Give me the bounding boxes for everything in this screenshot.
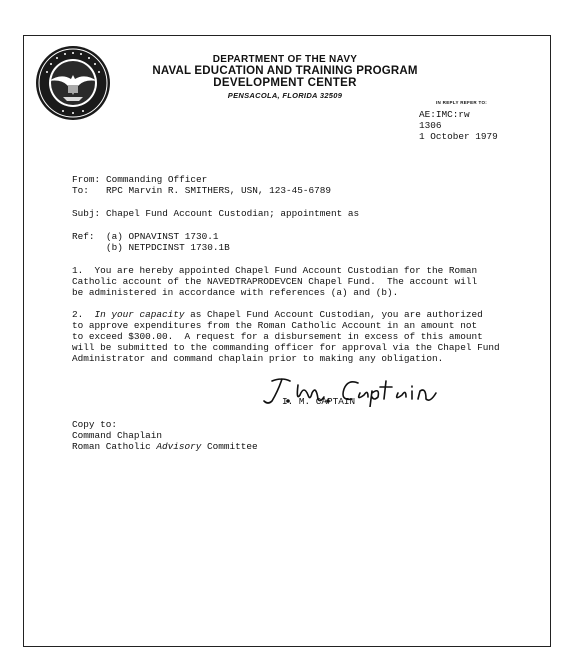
- letterhead-department: DEPARTMENT OF THE NAVY: [212, 54, 358, 65]
- copy-to-label: Copy to:: [72, 419, 118, 430]
- letterhead-location: PENSACOLA, FLORIDA 32509: [227, 91, 343, 100]
- navy-seal-icon: [35, 45, 111, 121]
- copy-to-line-1: Command Chaplain: [72, 430, 163, 441]
- paragraph-2-number: 2.: [72, 309, 95, 320]
- copy-to-line-2-italic: Advisory: [156, 441, 202, 452]
- paragraph-2-italic: In your capacity: [94, 309, 185, 320]
- from-label: From:: [72, 174, 101, 185]
- signature-name: I. M. CAPTAIN: [282, 396, 356, 407]
- to-label: To:: [72, 185, 89, 196]
- paragraph-2-line-1-rest: as Chapel Fund Account Custodian, you are authorized: [184, 309, 483, 320]
- ref-a: (a) OPNAVINST 1730.1: [106, 231, 219, 242]
- paragraph-1-line-3: be administered in accordance with references (a) and (b).: [72, 287, 399, 298]
- subj-label: Subj:: [72, 208, 101, 219]
- reply-date: 1 October 1979: [419, 131, 498, 142]
- to-line: [72, 186, 331, 197]
- to-value: RPC Marvin R. SMITHERS, USN, 123-45-6789: [106, 185, 332, 196]
- ref-label: Ref:: [72, 231, 95, 242]
- ref-line-a: [72, 232, 219, 243]
- copy-to-line-2-regular: Roman Catholic: [72, 441, 157, 452]
- reply-refer-label: IN REPLY REFER TO:: [436, 100, 488, 105]
- paragraph-2-line-3: to exceed $300.00. A request for a disbursement in excess of this amount: [72, 331, 483, 342]
- paragraph-2-line-5: Administrator and command chaplain prior to making any obligation.: [72, 353, 444, 364]
- reply-code: AE:IMC:rw: [419, 109, 470, 120]
- paragraph-2-line-1: [72, 310, 483, 321]
- ref-b: (b) NETPDCINST 1730.1B: [106, 242, 230, 253]
- paragraph-1-line-2: Catholic account of the NAVEDTRAPRODEVCEN Chapel Fund. The account will: [72, 276, 478, 287]
- subj-value: Chapel Fund Account Custodian; appointment as: [106, 208, 360, 219]
- ref-line-b: [72, 243, 230, 254]
- paragraph-2-line-4: will be submitted to the commanding officer for approval via the Chapel Fund: [72, 342, 500, 353]
- from-line: [72, 175, 207, 186]
- subj-line: [72, 209, 359, 220]
- paragraph-2-line-2: to approve expenditures from the Roman Catholic Account in an amount not: [72, 320, 478, 331]
- copy-to-line-2-rest: Committee: [201, 441, 258, 452]
- from-value: Commanding Officer: [106, 174, 208, 185]
- paragraph-1-line-1: 1. You are hereby appointed Chapel Fund Account Custodian for the Roman: [72, 265, 478, 276]
- letterhead-command: NAVAL EDUCATION AND TRAINING PROGRAM: [152, 65, 418, 77]
- letterhead-center: DEVELOPMENT CENTER: [213, 77, 357, 89]
- reply-number: 1306: [419, 120, 442, 131]
- copy-to-line-2: [72, 442, 258, 453]
